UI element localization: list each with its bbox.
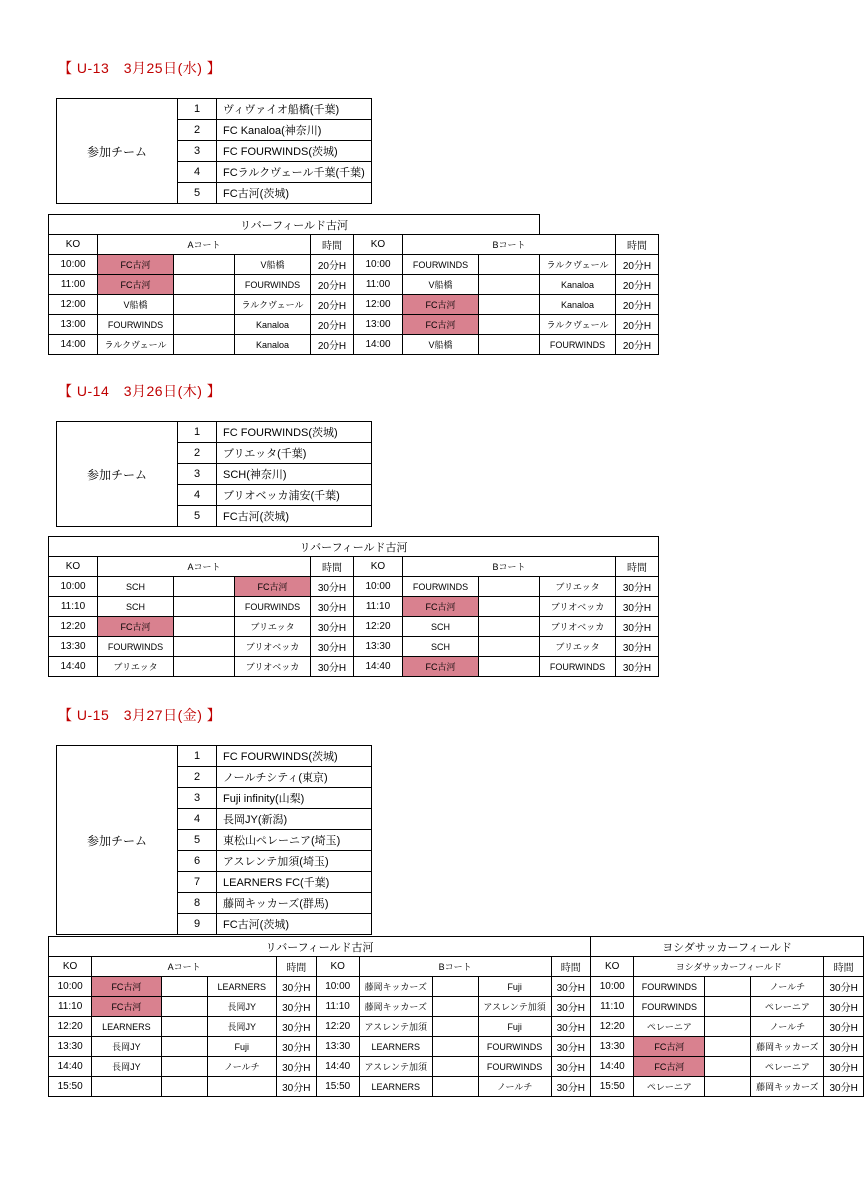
team-number: 3 xyxy=(178,788,217,809)
match-duration: 30分H xyxy=(824,977,864,997)
team-number: 2 xyxy=(178,120,217,141)
header-time-a: 時間 xyxy=(311,235,354,255)
kickoff-time: 12:00 xyxy=(354,295,403,315)
venue-name: リバーフィールド古河 xyxy=(49,215,540,235)
team-home: SCH xyxy=(98,577,174,597)
score-cell xyxy=(479,617,540,637)
venue-name-yoshida: ヨシダサッカーフィールド xyxy=(591,937,864,957)
team-home: 長岡JY xyxy=(92,1057,161,1077)
team-home: FOURWINDS xyxy=(403,255,479,275)
score-cell xyxy=(174,637,235,657)
score-cell xyxy=(174,657,235,677)
team-away: FOURWINDS xyxy=(540,657,616,677)
team-name: 東松山ペレーニア(埼玉) xyxy=(217,830,372,851)
score-cell xyxy=(174,597,235,617)
team-away: ブリオベッカ xyxy=(235,657,311,677)
team-home: FC古河 xyxy=(403,657,479,677)
u13-heading: 【 U-13 3月25日(水) 】 xyxy=(58,60,222,76)
kickoff-time: 13:00 xyxy=(354,315,403,335)
table-row xyxy=(49,295,659,315)
match-duration: 20分H xyxy=(616,275,659,295)
column-header-row xyxy=(49,957,864,977)
match-duration: 20分H xyxy=(616,335,659,355)
team-number: 1 xyxy=(178,422,217,443)
team-away: 長岡JY xyxy=(207,1017,276,1037)
kickoff-time: 13:30 xyxy=(591,1037,634,1057)
table-row xyxy=(49,637,659,657)
match-duration: 30分H xyxy=(551,1057,591,1077)
header-ko-a: KO xyxy=(49,557,98,577)
header-court-a: Aコート xyxy=(92,957,277,977)
team-number: 3 xyxy=(178,464,217,485)
team-home: FOURWINDS xyxy=(403,577,479,597)
team-name: FC古河(茨城) xyxy=(217,914,372,935)
match-duration: 30分H xyxy=(616,637,659,657)
match-duration: 30分H xyxy=(824,1037,864,1057)
match-duration: 30分H xyxy=(824,1077,864,1097)
team-home: FOURWINDS xyxy=(634,997,705,1017)
team-home: FC古河 xyxy=(92,977,161,997)
score-cell xyxy=(479,577,540,597)
team-number: 8 xyxy=(178,893,217,914)
match-duration: 20分H xyxy=(616,295,659,315)
u14-schedule-block xyxy=(48,536,659,677)
match-duration: 30分H xyxy=(551,1017,591,1037)
u15-teams-label: 参加チーム xyxy=(57,746,178,935)
team-away: ブリエッタ xyxy=(540,577,616,597)
table-row xyxy=(49,255,659,275)
team-away: FOURWINDS xyxy=(540,335,616,355)
team-name: FCラルクヴェール千葉(千葉) xyxy=(217,162,372,183)
kickoff-time: 10:00 xyxy=(49,577,98,597)
u13-schedule-table xyxy=(48,214,659,355)
u13-teams-table xyxy=(56,98,372,204)
u15-teams-block xyxy=(56,745,372,935)
team-away: ブリオベッカ xyxy=(540,617,616,637)
header-ko-a: KO xyxy=(49,957,92,977)
kickoff-time: 10:00 xyxy=(49,255,98,275)
score-cell xyxy=(174,617,235,637)
team-name: 長岡JY(新潟) xyxy=(217,809,372,830)
table-row xyxy=(49,657,659,677)
team-home: 長岡JY xyxy=(92,1037,161,1057)
team-home: FOURWINDS xyxy=(98,637,174,657)
team-home: FOURWINDS xyxy=(98,315,174,335)
header-time-b: 時間 xyxy=(616,557,659,577)
team-away: FOURWINDS xyxy=(478,1057,551,1077)
header-ko-c: KO xyxy=(591,957,634,977)
team-away: Fuji xyxy=(478,1017,551,1037)
header-court-a: Aコート xyxy=(98,235,311,255)
score-cell xyxy=(161,1077,207,1097)
venue-header-row xyxy=(49,937,864,957)
match-duration: 30分H xyxy=(311,597,354,617)
venue-name-river: リバーフィールド古河 xyxy=(49,937,591,957)
score-cell xyxy=(174,255,235,275)
kickoff-time: 14:40 xyxy=(49,657,98,677)
match-duration: 30分H xyxy=(277,977,317,997)
table-row xyxy=(49,335,659,355)
u15-heading: 【 U-15 3月27日(金) 】 xyxy=(58,707,222,723)
kickoff-time: 10:00 xyxy=(354,255,403,275)
team-away: ペレーニア xyxy=(751,997,824,1017)
team-away: ラルクヴェール xyxy=(235,295,311,315)
header-court-b: Bコート xyxy=(403,235,616,255)
team-number: 4 xyxy=(178,162,217,183)
u13-teams-block xyxy=(56,98,372,204)
team-away: ブリエッタ xyxy=(540,637,616,657)
match-duration: 30分H xyxy=(311,657,354,677)
u15-schedule-block xyxy=(48,936,864,1097)
team-away: アスレンテ加須 xyxy=(478,997,551,1017)
team-number: 5 xyxy=(178,830,217,851)
kickoff-time: 10:00 xyxy=(49,977,92,997)
match-duration: 30分H xyxy=(551,997,591,1017)
match-duration: 20分H xyxy=(311,315,354,335)
match-duration: 30分H xyxy=(277,997,317,1017)
match-duration: 30分H xyxy=(551,1037,591,1057)
match-duration: 30分H xyxy=(824,1057,864,1077)
match-duration: 30分H xyxy=(551,977,591,997)
team-home: FC古河 xyxy=(403,597,479,617)
team-away: 藤岡キッカーズ xyxy=(751,1037,824,1057)
match-duration: 30分H xyxy=(551,1077,591,1097)
score-cell xyxy=(479,657,540,677)
match-duration: 20分H xyxy=(311,255,354,275)
column-header-row xyxy=(49,235,659,255)
team-name: FC FOURWINDS(茨城) xyxy=(217,141,372,162)
score-cell xyxy=(174,275,235,295)
score-cell xyxy=(174,295,235,315)
score-cell xyxy=(174,315,235,335)
team-home: ラルクヴェール xyxy=(98,335,174,355)
score-cell xyxy=(479,255,540,275)
team-away: ラルクヴェール xyxy=(540,255,616,275)
header-court-c: ヨシダサッカーフィールド xyxy=(634,957,824,977)
team-number: 5 xyxy=(178,506,217,527)
table-row xyxy=(49,597,659,617)
team-home: ペレーニア xyxy=(634,1077,705,1097)
team-home: アスレンテ加須 xyxy=(359,1017,432,1037)
team-away: 藤岡キッカーズ xyxy=(751,1077,824,1097)
match-duration: 30分H xyxy=(277,1037,317,1057)
match-duration: 30分H xyxy=(311,637,354,657)
match-duration: 20分H xyxy=(311,295,354,315)
team-name: FC FOURWINDS(茨城) xyxy=(217,422,372,443)
kickoff-time: 14:00 xyxy=(354,335,403,355)
team-number: 9 xyxy=(178,914,217,935)
kickoff-time: 12:20 xyxy=(316,1017,359,1037)
u13-teams-label: 参加チーム xyxy=(57,99,178,204)
kickoff-time: 10:00 xyxy=(591,977,634,997)
match-duration: 30分H xyxy=(616,657,659,677)
match-duration: 30分H xyxy=(824,1017,864,1037)
team-away: FOURWINDS xyxy=(478,1037,551,1057)
u14-heading: 【 U-14 3月26日(木) 】 xyxy=(58,383,222,399)
match-duration: 30分H xyxy=(616,617,659,637)
team-name: FC古河(茨城) xyxy=(217,183,372,204)
kickoff-time: 12:20 xyxy=(591,1017,634,1037)
u14-teams-block xyxy=(56,421,372,527)
match-duration: 30分H xyxy=(616,577,659,597)
team-away: 長岡JY xyxy=(207,997,276,1017)
team-home: V船橋 xyxy=(403,335,479,355)
score-cell xyxy=(479,335,540,355)
team-home: V船橋 xyxy=(403,275,479,295)
team-home: FC古河 xyxy=(98,617,174,637)
kickoff-time: 10:00 xyxy=(354,577,403,597)
table-row xyxy=(49,315,659,335)
kickoff-time: 15:50 xyxy=(316,1077,359,1097)
team-home: FC古河 xyxy=(634,1037,705,1057)
score-cell xyxy=(479,637,540,657)
table-row xyxy=(49,1017,864,1037)
venue-header-row xyxy=(49,215,659,235)
u15-teams-table xyxy=(56,745,372,935)
score-cell xyxy=(432,997,478,1017)
header-ko-b: KO xyxy=(354,557,403,577)
section-title-u15 xyxy=(58,705,221,725)
team-away: LEARNERS xyxy=(207,977,276,997)
table-row xyxy=(49,275,659,295)
team-name: ブリエッタ(千葉) xyxy=(217,443,372,464)
match-duration: 20分H xyxy=(311,335,354,355)
score-cell xyxy=(174,577,235,597)
team-number: 1 xyxy=(178,99,217,120)
team-number: 2 xyxy=(178,767,217,788)
team-away: ブリエッタ xyxy=(235,617,311,637)
team-home: SCH xyxy=(403,637,479,657)
kickoff-time: 11:10 xyxy=(354,597,403,617)
team-home: 藤岡キッカーズ xyxy=(359,977,432,997)
header-ko-b: KO xyxy=(316,957,359,977)
team-home: V船橋 xyxy=(98,295,174,315)
u13-schedule-block xyxy=(48,214,659,355)
match-duration: 30分H xyxy=(824,997,864,1017)
table-row xyxy=(49,997,864,1017)
kickoff-time: 11:00 xyxy=(354,275,403,295)
header-time-b: 時間 xyxy=(616,235,659,255)
kickoff-time: 11:10 xyxy=(591,997,634,1017)
table-row xyxy=(49,1057,864,1077)
team-away: ノールチ xyxy=(751,1017,824,1037)
kickoff-time: 13:30 xyxy=(354,637,403,657)
team-home: FC古河 xyxy=(98,255,174,275)
score-cell xyxy=(432,1077,478,1097)
team-name: ヴィヴァイオ船橋(千葉) xyxy=(217,99,372,120)
team-home: ブリエッタ xyxy=(98,657,174,677)
kickoff-time: 12:20 xyxy=(354,617,403,637)
kickoff-time: 14:40 xyxy=(49,1057,92,1077)
venue-name: リバーフィールド古河 xyxy=(49,537,659,557)
u14-teams-table xyxy=(56,421,372,527)
team-name: FC古河(茨城) xyxy=(217,506,372,527)
header-time-c: 時間 xyxy=(824,957,864,977)
match-duration: 30分H xyxy=(616,597,659,617)
table-row xyxy=(49,577,659,597)
team-away xyxy=(207,1077,276,1097)
score-cell xyxy=(161,1017,207,1037)
team-name: FC FOURWINDS(茨城) xyxy=(217,746,372,767)
table-row xyxy=(49,1077,864,1097)
table-row xyxy=(57,746,372,767)
kickoff-time: 11:10 xyxy=(49,597,98,617)
score-cell xyxy=(705,997,751,1017)
kickoff-time: 15:50 xyxy=(49,1077,92,1097)
team-away: Kanaloa xyxy=(235,335,311,355)
match-duration: 30分H xyxy=(311,617,354,637)
score-cell xyxy=(432,977,478,997)
table-row xyxy=(57,99,372,120)
kickoff-time: 12:20 xyxy=(49,617,98,637)
header-time-b: 時間 xyxy=(551,957,591,977)
header-time-a: 時間 xyxy=(277,957,317,977)
score-cell xyxy=(432,1037,478,1057)
team-home: FC古河 xyxy=(403,315,479,335)
score-cell xyxy=(161,997,207,1017)
team-name: SCH(神奈川) xyxy=(217,464,372,485)
team-home: FC古河 xyxy=(403,295,479,315)
team-away: ノールチ xyxy=(207,1057,276,1077)
team-away: Kanaloa xyxy=(540,295,616,315)
team-away: ブリオベッカ xyxy=(235,637,311,657)
team-home: LEARNERS xyxy=(92,1017,161,1037)
section-title-u14 xyxy=(58,381,221,401)
kickoff-time: 15:50 xyxy=(591,1077,634,1097)
team-number: 6 xyxy=(178,851,217,872)
team-name: FC Kanaloa(神奈川) xyxy=(217,120,372,141)
table-row xyxy=(49,617,659,637)
header-court-a: Aコート xyxy=(98,557,311,577)
team-name: アスレンテ加須(埼玉) xyxy=(217,851,372,872)
team-number: 1 xyxy=(178,746,217,767)
team-home: アスレンテ加須 xyxy=(359,1057,432,1077)
header-court-b: Bコート xyxy=(359,957,551,977)
kickoff-time: 14:40 xyxy=(354,657,403,677)
kickoff-time: 14:40 xyxy=(591,1057,634,1077)
team-number: 4 xyxy=(178,809,217,830)
team-away: V船橋 xyxy=(235,255,311,275)
score-cell xyxy=(432,1057,478,1077)
team-away: ノールチ xyxy=(751,977,824,997)
team-away: FOURWINDS xyxy=(235,275,311,295)
score-cell xyxy=(479,597,540,617)
score-cell xyxy=(432,1017,478,1037)
team-away: Fuji xyxy=(207,1037,276,1057)
team-home: FOURWINDS xyxy=(634,977,705,997)
team-away: Fuji xyxy=(478,977,551,997)
team-away: ブリオベッカ xyxy=(540,597,616,617)
team-number: 3 xyxy=(178,141,217,162)
score-cell xyxy=(479,275,540,295)
header-ko-b: KO xyxy=(354,235,403,255)
kickoff-time: 11:00 xyxy=(49,275,98,295)
team-away: ノールチ xyxy=(478,1077,551,1097)
team-away: ペレーニア xyxy=(751,1057,824,1077)
u15-schedule-table xyxy=(48,936,864,1097)
table-row xyxy=(49,977,864,997)
team-home: SCH xyxy=(403,617,479,637)
header-court-b: Bコート xyxy=(403,557,616,577)
team-away: Kanaloa xyxy=(235,315,311,335)
kickoff-time: 12:20 xyxy=(49,1017,92,1037)
team-name: ブリオベッカ浦安(千葉) xyxy=(217,485,372,506)
team-home: ペレーニア xyxy=(634,1017,705,1037)
venue-header-row xyxy=(49,537,659,557)
kickoff-time: 13:30 xyxy=(316,1037,359,1057)
kickoff-time: 13:00 xyxy=(49,315,98,335)
column-header-row xyxy=(49,557,659,577)
team-number: 5 xyxy=(178,183,217,204)
match-duration: 30分H xyxy=(277,1057,317,1077)
kickoff-time: 14:00 xyxy=(49,335,98,355)
team-away: ラルクヴェール xyxy=(540,315,616,335)
score-cell xyxy=(479,315,540,335)
team-home: FC古河 xyxy=(92,997,161,1017)
team-home xyxy=(92,1077,161,1097)
kickoff-time: 11:10 xyxy=(49,997,92,1017)
score-cell xyxy=(705,1077,751,1097)
team-home: FC古河 xyxy=(634,1057,705,1077)
team-home: LEARNERS xyxy=(359,1037,432,1057)
section-title-u13 xyxy=(58,58,221,78)
header-ko-a: KO xyxy=(49,235,98,255)
header-time-a: 時間 xyxy=(311,557,354,577)
table-row xyxy=(57,422,372,443)
match-duration: 20分H xyxy=(616,315,659,335)
score-cell xyxy=(174,335,235,355)
team-name: ノールチシティ(東京) xyxy=(217,767,372,788)
score-cell xyxy=(705,977,751,997)
table-row xyxy=(49,1037,864,1057)
score-cell xyxy=(161,977,207,997)
team-number: 7 xyxy=(178,872,217,893)
team-away: FOURWINDS xyxy=(235,597,311,617)
team-home: FC古河 xyxy=(98,275,174,295)
match-duration: 30分H xyxy=(277,1077,317,1097)
score-cell xyxy=(705,1037,751,1057)
team-away: FC古河 xyxy=(235,577,311,597)
kickoff-time: 10:00 xyxy=(316,977,359,997)
score-cell xyxy=(161,1057,207,1077)
kickoff-time: 13:30 xyxy=(49,637,98,657)
match-duration: 20分H xyxy=(311,275,354,295)
kickoff-time: 11:10 xyxy=(316,997,359,1017)
match-duration: 20分H xyxy=(616,255,659,275)
team-home: SCH xyxy=(98,597,174,617)
score-cell xyxy=(705,1057,751,1077)
match-duration: 30分H xyxy=(277,1017,317,1037)
kickoff-time: 12:00 xyxy=(49,295,98,315)
team-away: Kanaloa xyxy=(540,275,616,295)
team-number: 4 xyxy=(178,485,217,506)
kickoff-time: 14:40 xyxy=(316,1057,359,1077)
team-name: Fuji infinity(山梨) xyxy=(217,788,372,809)
u14-schedule-table xyxy=(48,536,659,677)
kickoff-time: 13:30 xyxy=(49,1037,92,1057)
team-number: 2 xyxy=(178,443,217,464)
match-duration: 30分H xyxy=(311,577,354,597)
u14-teams-label: 参加チーム xyxy=(57,422,178,527)
score-cell xyxy=(705,1017,751,1037)
score-cell xyxy=(479,295,540,315)
team-name: 藤岡キッカーズ(群馬) xyxy=(217,893,372,914)
team-home: 藤岡キッカーズ xyxy=(359,997,432,1017)
score-cell xyxy=(161,1037,207,1057)
team-home: LEARNERS xyxy=(359,1077,432,1097)
team-name: LEARNERS FC(千葉) xyxy=(217,872,372,893)
